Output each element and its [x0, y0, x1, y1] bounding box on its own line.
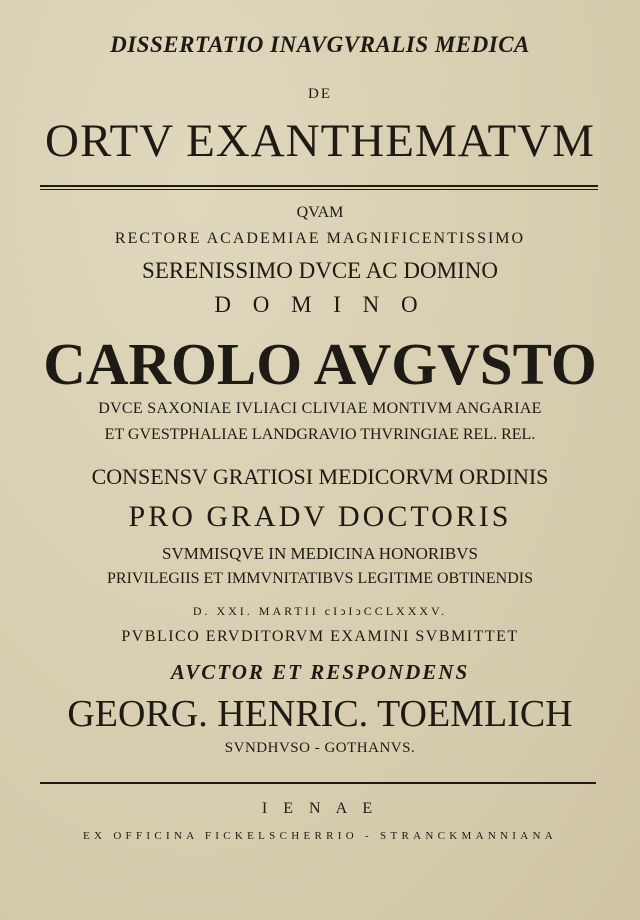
top-rule-thin: [40, 189, 598, 190]
pro-gradu-line: PRO GRADV DOCTORIS: [128, 500, 512, 533]
rector-line: RECTORE ACADEMIAE MAGNIFICENTISSIMO: [114, 230, 526, 247]
titles-line-2: ET GVESTPHALIAE LANDGRAVIO THVRINGIAE REL. REL.: [104, 426, 536, 443]
date-line: D. XXI. MARTII cIↄIↄCCLXXXV.: [192, 604, 448, 618]
main-title: ORTV EXANTHEMATVM: [45, 115, 595, 167]
consensu-line: CONSENSV GRATIOSI MEDICORVM ORDINIS: [91, 464, 549, 489]
de-line: DE: [308, 86, 332, 102]
author-name: GEORG. HENRIC. TOEMLICH: [67, 693, 573, 735]
domino-line: D O M I N O: [214, 292, 426, 317]
dedicatee-name: CAROLO AVGVSTO: [43, 331, 597, 397]
publico-line: PVBLICO ERVDITORVM EXAMINI SVBMITTET: [121, 628, 519, 645]
privilegiis-line: PRIVILEGIIS ET IMMVNITATIBVS LEGITIME OBTINENDIS: [107, 570, 533, 587]
place-line: I E N A E: [261, 800, 379, 817]
titles-line-1: DVCE SAXONIAE IVLIACI CLIVIAE MONTIVM ANGARIAE: [98, 400, 542, 417]
bottom-rule: [40, 782, 596, 784]
quam-line: QVAM: [296, 204, 344, 221]
summisque-line: SVMMISQVE IN MEDICINA HONORIBVS: [162, 544, 478, 563]
top-rule: [40, 185, 598, 187]
printer-line: EX OFFICINA FICKELSCHERRIO - STRANCKMANNIANA: [83, 830, 557, 842]
serenissimo-line: SERENISSIMO DVCE AC DOMINO: [142, 258, 498, 283]
author-origin: SVNDHVSO - GOTHANVS.: [224, 740, 416, 756]
auctor-line: AVCTOR ET RESPONDENS: [170, 660, 470, 684]
dissertation-heading: DISSERTATIO INAVGVRALIS MEDICA: [110, 32, 530, 57]
